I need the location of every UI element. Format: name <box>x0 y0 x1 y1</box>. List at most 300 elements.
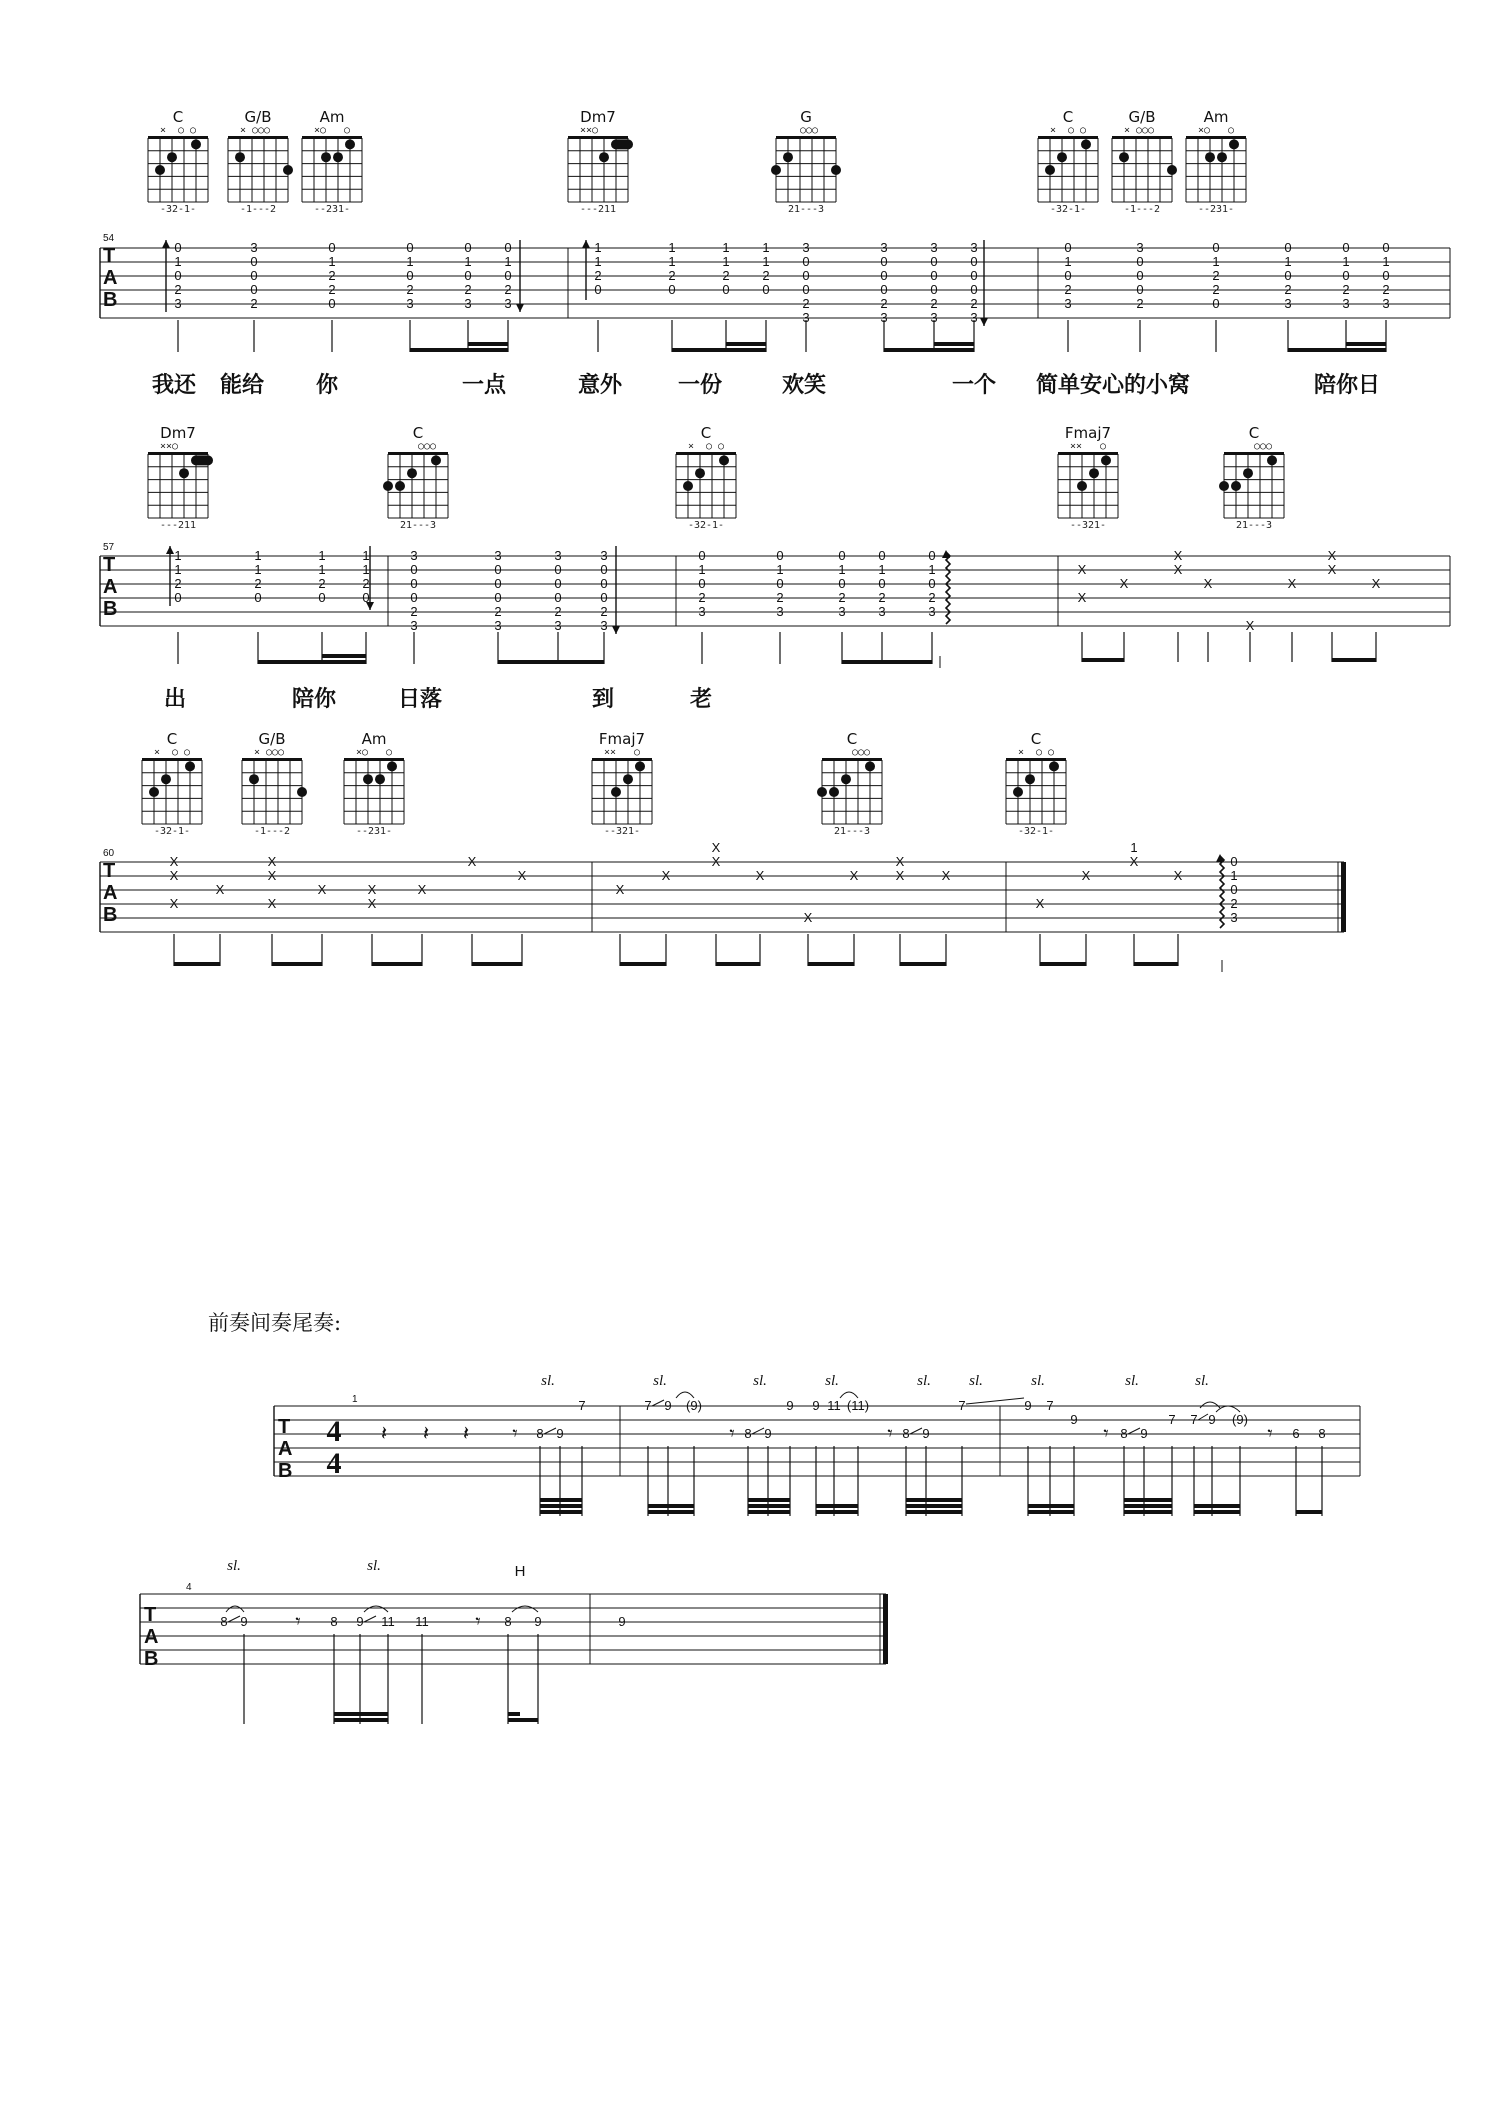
tab-note: 1 <box>668 254 676 269</box>
tab-note: 1 <box>464 254 472 269</box>
chord-finger-dot <box>1217 152 1227 162</box>
note-beam <box>748 1498 790 1502</box>
chord-name: C <box>166 730 178 748</box>
chord-name: Am <box>361 730 387 748</box>
muted-note: X <box>941 868 951 883</box>
tab-note: 9 <box>618 1614 626 1629</box>
muted-note: X <box>711 854 721 869</box>
lyric-word: 老 <box>690 687 713 712</box>
chord-finger-dot <box>1219 481 1229 491</box>
chord-finger-dot <box>345 139 355 149</box>
tab-note: 9 <box>664 1398 672 1413</box>
chord-fingering: -32-1- <box>1049 204 1087 215</box>
tab-note: 0 <box>1230 854 1238 869</box>
tab-note: 1 <box>174 562 182 577</box>
note-beam <box>258 660 322 664</box>
tab-column <box>762 240 769 297</box>
tab-note: 2 <box>328 268 336 283</box>
tab-label-t: T <box>144 1604 157 1626</box>
chord-open-mute-marks: ×× ○ <box>603 747 641 758</box>
tab-note: 3 <box>1136 240 1144 255</box>
note-beam <box>934 342 974 346</box>
chord-diagram-dm7 <box>580 108 616 215</box>
chord-open-mute-marks: ××○ <box>159 441 197 452</box>
chord-finger-dot <box>719 455 729 465</box>
slide-line <box>910 1428 922 1434</box>
chord-name: Fmaj7 <box>598 730 646 748</box>
tab-column <box>464 240 471 311</box>
tab-note: 3 <box>698 604 706 619</box>
tab-note: 2 <box>928 590 936 605</box>
chord-finger-dot <box>1045 165 1055 175</box>
chord-name: C <box>412 424 424 442</box>
tab-note: 11 <box>415 1614 429 1629</box>
tie-arc <box>512 1606 538 1612</box>
chord-diagram-g <box>788 108 824 215</box>
tab-note: 1 <box>722 254 730 269</box>
chord-finger-dot <box>283 165 293 175</box>
muted-note: X <box>1035 896 1045 911</box>
slide-mark: sl. <box>367 1558 381 1574</box>
tab-note: 0 <box>494 576 502 591</box>
tab-column <box>1064 240 1071 311</box>
tab-label-a: A <box>103 267 118 289</box>
chord-finger-dot <box>1229 139 1239 149</box>
tab-label-t: T <box>103 860 116 882</box>
chord-fingering: ---211 <box>579 204 617 215</box>
tab-note: 0 <box>174 590 182 605</box>
tab-note: 2 <box>174 282 182 297</box>
chord-finger-dot <box>1077 481 1087 491</box>
tab-note: 0 <box>494 590 502 605</box>
note-beam <box>842 660 882 664</box>
tab-column <box>1284 240 1291 311</box>
tab-note: 0 <box>594 282 602 297</box>
tab-note: 0 <box>464 240 472 255</box>
tab-note: 1 <box>878 562 886 577</box>
lyric-word: 出 <box>164 687 187 712</box>
muted-note: X <box>215 882 225 897</box>
slide-line <box>652 1400 664 1406</box>
chord-finger-dot <box>695 468 705 478</box>
chord-fingering: 21---3 <box>787 204 825 215</box>
muted-note: X <box>1173 562 1183 577</box>
chord-finger-dot <box>1081 139 1091 149</box>
tab-note: 0 <box>410 562 418 577</box>
muted-note: X <box>755 868 765 883</box>
tab-column <box>362 548 369 605</box>
tab-note: 1 <box>928 562 936 577</box>
tab-note: 1 <box>698 562 706 577</box>
chord-diagram-fmaj7 <box>1065 424 1111 531</box>
tab-note: 1 <box>668 240 676 255</box>
chord-finger-dot <box>1243 468 1253 478</box>
tab-note: 3 <box>494 548 502 563</box>
tab-note: 3 <box>802 240 810 255</box>
tab-note: 0 <box>174 268 182 283</box>
tab-note: 3 <box>406 296 414 311</box>
tab-note: 3 <box>494 618 502 633</box>
note-beam <box>620 962 666 966</box>
tab-note: 0 <box>1284 268 1292 283</box>
note-beam <box>1028 1504 1074 1508</box>
tab-note: 0 <box>1212 296 1220 311</box>
tab-note: 1 <box>504 254 512 269</box>
chord-fingering: -32-1- <box>687 520 725 531</box>
tab-note: 2 <box>1284 282 1292 297</box>
note-beam <box>322 654 366 658</box>
tab-note: 3 <box>1230 910 1238 925</box>
chord-diagram-fmaj7 <box>599 730 645 837</box>
tab-note: 0 <box>668 282 676 297</box>
tab-note: 3 <box>928 604 936 619</box>
tab-note: 2 <box>722 268 730 283</box>
chord-diagram-g-over-b <box>240 108 276 215</box>
chord-finger-dot <box>783 152 793 162</box>
chord-finger-dot <box>387 761 397 771</box>
tab-note: (11) <box>846 1398 870 1413</box>
chord-name: Dm7 <box>160 424 196 442</box>
tab-note: 2 <box>174 576 182 591</box>
tab-note: 3 <box>554 618 562 633</box>
chord-finger-dot <box>149 787 159 797</box>
muted-note: X <box>1327 548 1337 563</box>
tab-label-b: B <box>103 904 118 926</box>
chord-finger-dot <box>599 152 609 162</box>
note-beam <box>748 1510 790 1514</box>
tab-note: 0 <box>554 590 562 605</box>
tab-note: 0 <box>318 590 326 605</box>
note-beam <box>726 342 766 346</box>
chord-diagram-am <box>356 730 392 837</box>
tab-note: 0 <box>410 576 418 591</box>
tab-label-t: T <box>103 245 116 267</box>
muted-note: X <box>367 896 377 911</box>
slide-mark: sl. <box>753 1373 767 1389</box>
strum-arrowhead <box>980 318 988 326</box>
note-beam <box>334 1712 388 1716</box>
note-beam <box>1296 1510 1322 1514</box>
tab-column <box>494 548 501 633</box>
tab-note: 1 <box>174 254 182 269</box>
tab-note: 2 <box>600 604 608 619</box>
tab-note: 7 <box>958 1398 966 1413</box>
tab-note: 0 <box>878 548 886 563</box>
tab-note: 3 <box>776 604 784 619</box>
muted-note: X <box>1119 576 1129 591</box>
eighth-rest: 𝄾 <box>1267 1421 1273 1445</box>
chord-finger-dot <box>865 761 875 771</box>
chord-finger-dot <box>407 468 417 478</box>
tab-note: 2 <box>328 282 336 297</box>
tab-note: 2 <box>406 282 414 297</box>
chord-name: G/B <box>258 730 286 748</box>
chord-open-mute-marks: ××○ <box>579 125 617 136</box>
chord-diagram-dm7 <box>160 424 196 531</box>
tab-note: 2 <box>254 576 262 591</box>
lyric-word: 一点 <box>462 373 507 398</box>
measure-number: 60 <box>103 848 115 859</box>
chord-finger-dot <box>831 165 841 175</box>
tab-note: 0 <box>1064 268 1072 283</box>
note-beam <box>906 1510 962 1514</box>
note-beam <box>272 962 322 966</box>
tab-note: 1 <box>776 562 784 577</box>
note-beam <box>468 348 508 352</box>
muted-note: X <box>1173 868 1183 883</box>
muted-note: X <box>1287 576 1297 591</box>
tab-note: 2 <box>698 590 706 605</box>
tab-note: 2 <box>762 268 770 283</box>
tab-note: 9 <box>764 1426 772 1441</box>
lyric-word: 我还 <box>152 373 197 398</box>
note-beam <box>468 342 508 346</box>
lyric-word: 日落 <box>398 687 443 712</box>
chord-open-mute-marks: × ○ ○ <box>687 441 725 452</box>
note-beam <box>558 660 604 664</box>
chord-name: G/B <box>244 108 272 126</box>
chord-finger-dot <box>1057 152 1067 162</box>
muted-notes <box>170 840 1183 925</box>
arpeggio-mark <box>1220 856 1224 928</box>
tab-column <box>250 240 257 311</box>
tab-note: 2 <box>504 282 512 297</box>
tab-note: 0 <box>880 282 888 297</box>
tab-column <box>174 548 181 605</box>
tab-note: 9 <box>1140 1426 1148 1441</box>
chord-open-mute-marks: ×○ ○ <box>355 747 393 758</box>
tab-note: 2 <box>880 296 888 311</box>
tab-note: 8 <box>1120 1426 1128 1441</box>
tab-note: 1 <box>594 254 602 269</box>
tab-note: 3 <box>970 310 978 325</box>
measure-number: 57 <box>103 542 115 553</box>
measure-number: 1 <box>352 1394 358 1405</box>
tab-note: 1 <box>406 254 414 269</box>
chord-diagram-c <box>1018 730 1054 837</box>
note-beam <box>906 1504 962 1508</box>
section-title: 前奏间奏尾奏: <box>208 1311 342 1335</box>
tab-column <box>930 240 937 325</box>
chord-finger-dot <box>179 468 189 478</box>
chord-finger-dot <box>431 455 441 465</box>
muted-note: X <box>517 868 527 883</box>
tab-note: 3 <box>554 548 562 563</box>
tab-note: 2 <box>838 590 846 605</box>
arpeggio-mark <box>946 552 950 624</box>
chord-name: C <box>846 730 858 748</box>
chord-finger-dot <box>1267 455 1277 465</box>
chord-finger-dot <box>829 787 839 797</box>
chord-finger-dot <box>191 139 201 149</box>
chord-fingering: --321- <box>1069 520 1107 531</box>
tab-column <box>970 240 977 325</box>
tab-note: 0 <box>600 576 608 591</box>
quarter-rest: 𝄽 <box>380 1421 388 1445</box>
chord-name: G <box>800 108 812 126</box>
chord-open-mute-marks: ×○ ○ <box>313 125 351 136</box>
note-beam <box>1124 1498 1172 1502</box>
tab-note: 0 <box>600 590 608 605</box>
chord-diagram-c <box>154 730 190 837</box>
eighth-rest: 𝄾 <box>1103 1421 1109 1445</box>
muted-note: X <box>1327 562 1337 577</box>
note-beam <box>1040 962 1086 966</box>
chord-finger-dot <box>1205 152 1215 162</box>
tab-note: 0 <box>802 268 810 283</box>
eighth-rest: 𝄾 <box>295 1609 301 1633</box>
tab-note: 0 <box>970 282 978 297</box>
tab-note: 2 <box>494 604 502 619</box>
tab-note: 0 <box>1136 254 1144 269</box>
chord-finger-dot <box>817 787 827 797</box>
chord-finger-dot <box>383 481 393 491</box>
muted-note: X <box>1077 590 1087 605</box>
tab-note: 1 <box>1130 840 1138 855</box>
muted-note: X <box>267 854 277 869</box>
tab-note: 2 <box>1342 282 1350 297</box>
note-beam <box>816 1504 858 1508</box>
tab-note: 0 <box>254 590 262 605</box>
chord-finger-dot <box>395 481 405 491</box>
chord-open-mute-marks: ×○ ○ <box>1197 125 1235 136</box>
chord-finger-dot <box>375 774 385 784</box>
tab-note: 3 <box>930 310 938 325</box>
note-beam <box>1134 962 1178 966</box>
tab-note: 2 <box>802 296 810 311</box>
note-beam <box>1332 658 1376 662</box>
note-beam <box>808 962 854 966</box>
chord-barre <box>191 455 213 465</box>
tab-note: 1 <box>838 562 846 577</box>
chord-open-mute-marks: × ○ ○ <box>159 125 197 136</box>
note-beam <box>334 1718 388 1722</box>
note-beam <box>748 1504 790 1508</box>
chord-open-mute-marks: ○○○ <box>1235 441 1273 452</box>
slide-line <box>1198 1414 1208 1420</box>
note-beam <box>410 348 468 352</box>
chord-finger-dot <box>1049 761 1059 771</box>
chord-fingering: --231- <box>1197 204 1235 215</box>
chord-name: C <box>1248 424 1260 442</box>
tab-label-b: B <box>103 289 118 311</box>
chord-name: C <box>1030 730 1042 748</box>
note-beam <box>934 348 974 352</box>
tab-column <box>254 548 261 605</box>
tab-note: 2 <box>1212 268 1220 283</box>
muted-note: X <box>895 868 905 883</box>
tab-note: 0 <box>250 268 258 283</box>
tab-column <box>1230 854 1237 925</box>
tie-arc <box>364 1606 388 1612</box>
tab-note: 3 <box>802 310 810 325</box>
muted-note: X <box>267 896 277 911</box>
tab-note: (9) <box>1232 1412 1248 1427</box>
chord-finger-dot <box>623 774 633 784</box>
tab-note: 8 <box>1318 1426 1326 1441</box>
chord-fingering: 21---3 <box>399 520 437 531</box>
tab-note: 0 <box>878 576 886 591</box>
notation-shapes <box>100 136 1450 1724</box>
tab-note: 7 <box>644 1398 652 1413</box>
tab-note: 3 <box>504 296 512 311</box>
chord-finger-dot <box>1101 455 1111 465</box>
tab-note: 0 <box>802 282 810 297</box>
note-beam <box>726 348 766 352</box>
lyric-word: 欢笑 <box>782 373 827 398</box>
tab-note: 2 <box>1136 296 1144 311</box>
tab-note: 8 <box>902 1426 910 1441</box>
muted-note: X <box>661 868 671 883</box>
tab-note: 0 <box>776 548 784 563</box>
final-barline-thick <box>1341 862 1346 932</box>
tab-note: 0 <box>698 576 706 591</box>
tab-note: 0 <box>362 590 370 605</box>
note-beam <box>508 1712 520 1716</box>
muted-note: X <box>417 882 427 897</box>
note-beam <box>648 1504 694 1508</box>
lyric-word: 能给 <box>220 373 265 398</box>
chord-open-mute-marks: ×× ○ <box>1069 441 1107 452</box>
tab-column <box>174 240 181 311</box>
tab-note: 9 <box>356 1614 364 1629</box>
tab-note: 0 <box>802 254 810 269</box>
strum-arrowhead <box>516 304 524 312</box>
tab-column <box>594 240 601 297</box>
tab-note: 0 <box>410 590 418 605</box>
tab-note: 9 <box>812 1398 820 1413</box>
chord-name: C <box>172 108 184 126</box>
muted-note: X <box>1081 868 1091 883</box>
chord-finger-dot <box>185 761 195 771</box>
chord-open-mute-marks: × ○○○ <box>239 125 277 136</box>
tab-note: 9 <box>1208 1412 1216 1427</box>
tab-note: 0 <box>464 268 472 283</box>
chord-diagram-c <box>834 730 870 837</box>
tab-note: 1 <box>254 562 262 577</box>
muted-note: X <box>615 882 625 897</box>
slide-line <box>228 1616 240 1622</box>
tab-note: 0 <box>1064 240 1072 255</box>
note-beam <box>882 660 932 664</box>
tab-column <box>1382 240 1389 311</box>
lyric-word: 一份 <box>678 373 723 398</box>
tab-label-a: A <box>103 882 118 904</box>
tab-note: 7 <box>1168 1412 1176 1427</box>
chord-finger-dot <box>635 761 645 771</box>
tab-note: 1 <box>318 562 326 577</box>
slide-line <box>966 1398 1024 1404</box>
system-1 <box>103 108 1390 398</box>
note-beam <box>472 962 522 966</box>
chord-finger-dot <box>841 774 851 784</box>
slide-line <box>752 1428 764 1434</box>
tab-note: 0 <box>880 254 888 269</box>
tab-label-t: T <box>103 554 116 576</box>
chord-barre <box>611 139 633 149</box>
tab-column <box>838 548 845 619</box>
chord-fingering: ---211 <box>159 520 197 531</box>
tab-note: 0 <box>1342 268 1350 283</box>
tab-column <box>722 240 729 297</box>
tab-column <box>880 240 887 325</box>
chord-fingering: -1---2 <box>239 204 277 215</box>
tab-note: 3 <box>1382 296 1390 311</box>
tab-note: 0 <box>494 562 502 577</box>
tab-note: 9 <box>1070 1412 1078 1427</box>
tab-note: 7 <box>1046 1398 1054 1413</box>
chord-open-mute-marks: × ○○○ <box>1123 125 1161 136</box>
